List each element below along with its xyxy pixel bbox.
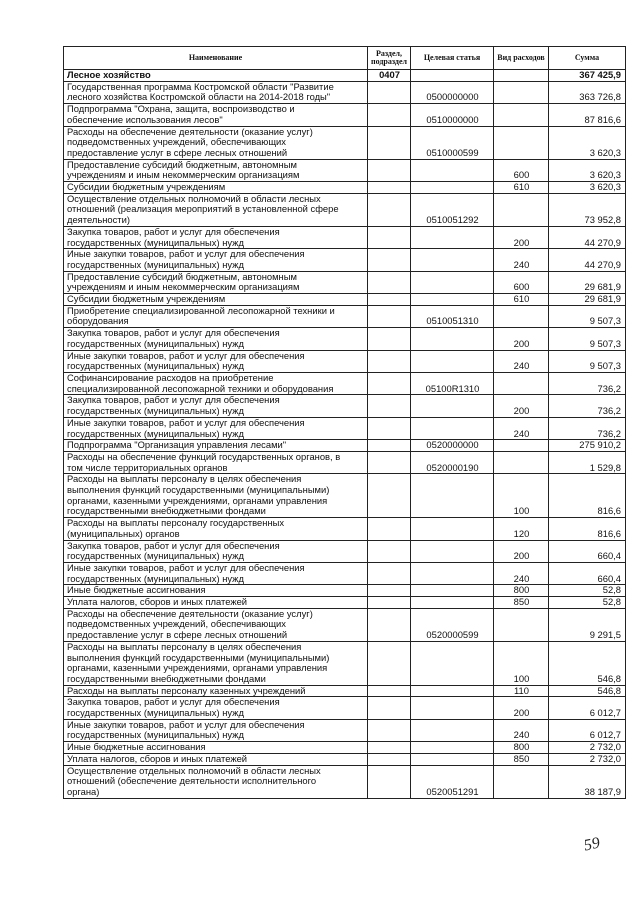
cell-target xyxy=(411,350,494,372)
cell-type: 100 xyxy=(494,474,549,518)
cell-name: Государственная программа Костромской области "Развитие лесного хозяйства Костромской области на 2014-2018 годы" xyxy=(64,81,368,103)
table-row xyxy=(64,753,626,765)
cell-section xyxy=(368,350,411,372)
cell-type: 850 xyxy=(494,597,549,609)
cell-target: 0510000599 xyxy=(411,126,494,159)
cell-section xyxy=(368,719,411,741)
table-row xyxy=(64,182,626,194)
cell-type xyxy=(494,305,549,327)
cell-section xyxy=(368,395,411,417)
cell-sum: 816,6 xyxy=(549,474,626,518)
cell-name: Закупка товаров, работ и услуг для обеспечения государственных (муниципальных) нужд xyxy=(64,328,368,350)
table-row xyxy=(64,193,626,226)
cell-sum: 736,2 xyxy=(549,395,626,417)
table-row xyxy=(64,350,626,372)
cell-sum: 44 270,9 xyxy=(549,249,626,271)
budget-table-sheet xyxy=(63,46,626,799)
cell-sum: 275 910,2 xyxy=(549,440,626,452)
cell-sum: 52,8 xyxy=(549,597,626,609)
cell-name: Уплата налогов, сборов и иных платежей xyxy=(64,753,368,765)
cell-type xyxy=(494,104,549,126)
cell-name: Осуществление отдельных полномочий в области лесных отношений (реализация мероприятий в установленной сфере деятельности) xyxy=(64,193,368,226)
cell-type: 240 xyxy=(494,562,549,584)
cell-name: Лесное хозяйство xyxy=(64,70,368,82)
cell-sum: 363 726,8 xyxy=(549,81,626,103)
cell-sum: 546,8 xyxy=(549,685,626,697)
cell-sum: 367 425,9 xyxy=(549,70,626,82)
cell-name: Расходы на обеспечение деятельности (оказание услуг) подведомственных учреждений, обеспечивающих предоставление услуг в сфере лесных отношений xyxy=(64,126,368,159)
cell-type: 200 xyxy=(494,697,549,719)
cell-target xyxy=(411,226,494,248)
cell-section xyxy=(368,305,411,327)
cell-target xyxy=(411,249,494,271)
cell-target: 0520000599 xyxy=(411,608,494,641)
cell-sum: 73 952,8 xyxy=(549,193,626,226)
cell-target xyxy=(411,753,494,765)
cell-section xyxy=(368,765,411,798)
cell-type: 200 xyxy=(494,226,549,248)
cell-section xyxy=(368,518,411,540)
cell-type: 240 xyxy=(494,249,549,271)
cell-type: 600 xyxy=(494,159,549,181)
cell-name: Иные закупки товаров, работ и услуг для обеспечения государственных (муниципальных) нужд xyxy=(64,350,368,372)
cell-name: Расходы на обеспечение функций государственных органов, в том числе территориальных органов xyxy=(64,451,368,473)
cell-target xyxy=(411,518,494,540)
table-row xyxy=(64,104,626,126)
table-header-row xyxy=(64,47,626,70)
cell-target xyxy=(411,271,494,293)
cell-type xyxy=(494,81,549,103)
cell-type: 600 xyxy=(494,271,549,293)
table-row xyxy=(64,328,626,350)
cell-type xyxy=(494,451,549,473)
cell-sum: 52,8 xyxy=(549,585,626,597)
cell-section xyxy=(368,226,411,248)
table-row xyxy=(64,597,626,609)
table-row xyxy=(64,294,626,306)
cell-section xyxy=(368,126,411,159)
cell-target: 0520000000 xyxy=(411,440,494,452)
cell-name: Иные закупки товаров, работ и услуг для обеспечения государственных (муниципальных) нужд xyxy=(64,562,368,584)
cell-name: Закупка товаров, работ и услуг для обеспечения государственных (муниципальных) нужд xyxy=(64,395,368,417)
cell-type: 200 xyxy=(494,540,549,562)
table-row xyxy=(64,474,626,518)
cell-name: Иные закупки товаров, работ и услуг для обеспечения государственных (муниципальных) нужд xyxy=(64,719,368,741)
cell-section xyxy=(368,608,411,641)
table-row xyxy=(64,742,626,754)
cell-name: Приобретение специализированной лесопожарной техники и оборудования xyxy=(64,305,368,327)
cell-type xyxy=(494,126,549,159)
table-row xyxy=(64,126,626,159)
table-row xyxy=(64,159,626,181)
cell-sum: 29 681,9 xyxy=(549,294,626,306)
cell-sum: 44 270,9 xyxy=(549,226,626,248)
cell-sum: 660,4 xyxy=(549,540,626,562)
cell-type: 240 xyxy=(494,719,549,741)
table-row xyxy=(64,540,626,562)
cell-type: 850 xyxy=(494,753,549,765)
cell-section xyxy=(368,697,411,719)
cell-target xyxy=(411,697,494,719)
cell-type: 240 xyxy=(494,350,549,372)
cell-sum: 3 620,3 xyxy=(549,182,626,194)
cell-target xyxy=(411,641,494,685)
cell-name: Предоставление субсидий бюджетным, автономным учреждениям и иным некоммерческим организациям xyxy=(64,159,368,181)
cell-section xyxy=(368,440,411,452)
table-row xyxy=(64,562,626,584)
cell-sum: 546,8 xyxy=(549,641,626,685)
table-row xyxy=(64,70,626,82)
cell-type: 800 xyxy=(494,585,549,597)
cell-type xyxy=(494,372,549,394)
cell-section xyxy=(368,328,411,350)
cell-name: Расходы на выплаты персоналу в целях обеспечения выполнения функций государственными (муниципальными) органами, казенными учреждениями, органами управления государственными внебюджетными фондами xyxy=(64,641,368,685)
table-row xyxy=(64,641,626,685)
cell-type xyxy=(494,765,549,798)
cell-target xyxy=(411,159,494,181)
table-row xyxy=(64,372,626,394)
budget-table xyxy=(63,46,626,799)
cell-section xyxy=(368,294,411,306)
cell-target xyxy=(411,182,494,194)
header-name: Наименование xyxy=(64,47,368,70)
cell-type xyxy=(494,608,549,641)
cell-sum: 3 620,3 xyxy=(549,159,626,181)
cell-target: 0520051291 xyxy=(411,765,494,798)
cell-target xyxy=(411,294,494,306)
table-row xyxy=(64,81,626,103)
cell-section xyxy=(368,562,411,584)
cell-section xyxy=(368,585,411,597)
cell-sum: 3 620,3 xyxy=(549,126,626,159)
cell-type: 240 xyxy=(494,417,549,439)
cell-sum: 660,4 xyxy=(549,562,626,584)
cell-sum: 736,2 xyxy=(549,372,626,394)
header-sum: Сумма xyxy=(549,47,626,70)
cell-name: Осуществление отдельных полномочий в области лесных отношений (обеспечение деятельности исполнительного органа) xyxy=(64,765,368,798)
table-row xyxy=(64,719,626,741)
cell-section xyxy=(368,81,411,103)
cell-type xyxy=(494,70,549,82)
table-row xyxy=(64,518,626,540)
table-row xyxy=(64,585,626,597)
table-row xyxy=(64,226,626,248)
table-row xyxy=(64,451,626,473)
cell-name: Уплата налогов, сборов и иных платежей xyxy=(64,597,368,609)
cell-target xyxy=(411,540,494,562)
cell-sum: 9 507,3 xyxy=(549,350,626,372)
cell-section xyxy=(368,641,411,685)
cell-section xyxy=(368,685,411,697)
cell-target xyxy=(411,685,494,697)
header-section: Раздел, подраздел xyxy=(368,47,411,70)
cell-name: Иные закупки товаров, работ и услуг для обеспечения государственных (муниципальных) нужд xyxy=(64,249,368,271)
cell-type xyxy=(494,193,549,226)
table-row xyxy=(64,697,626,719)
cell-type: 100 xyxy=(494,641,549,685)
cell-section xyxy=(368,182,411,194)
cell-type: 800 xyxy=(494,742,549,754)
cell-name: Субсидии бюджетным учреждениям xyxy=(64,182,368,194)
cell-target xyxy=(411,417,494,439)
cell-section xyxy=(368,753,411,765)
cell-section xyxy=(368,597,411,609)
cell-section: 0407 xyxy=(368,70,411,82)
cell-sum: 9 291,5 xyxy=(549,608,626,641)
cell-target: 0500000000 xyxy=(411,81,494,103)
cell-section xyxy=(368,474,411,518)
cell-name: Софинансирование расходов на приобретение специализированной лесопожарной техники и оборудования xyxy=(64,372,368,394)
cell-section xyxy=(368,271,411,293)
cell-target xyxy=(411,70,494,82)
table-row xyxy=(64,249,626,271)
cell-name: Расходы на обеспечение деятельности (оказание услуг) подведомственных учреждений, обеспечивающих предоставление услуг в сфере лесных отношений xyxy=(64,608,368,641)
cell-section xyxy=(368,372,411,394)
cell-sum: 1 529,8 xyxy=(549,451,626,473)
page-number: 59 xyxy=(582,834,602,855)
cell-target xyxy=(411,719,494,741)
cell-name: Закупка товаров, работ и услуг для обеспечения государственных (муниципальных) нужд xyxy=(64,226,368,248)
cell-target xyxy=(411,474,494,518)
cell-name: Подпрограмма "Охрана, защита, воспроизводство и обеспечение использования лесов" xyxy=(64,104,368,126)
cell-name: Субсидии бюджетным учреждениям xyxy=(64,294,368,306)
cell-type: 200 xyxy=(494,395,549,417)
cell-name: Расходы на выплаты персоналу в целях обеспечения выполнения функций государственными (муниципальными) органами, казенными учреждениями, органами управления государственными внебюджетными фондами xyxy=(64,474,368,518)
table-row xyxy=(64,305,626,327)
cell-sum: 2 732,0 xyxy=(549,742,626,754)
table-row xyxy=(64,440,626,452)
table-row xyxy=(64,685,626,697)
cell-name: Закупка товаров, работ и услуг для обеспечения государственных (муниципальных) нужд xyxy=(64,697,368,719)
cell-sum: 9 507,3 xyxy=(549,328,626,350)
cell-type: 110 xyxy=(494,685,549,697)
cell-sum: 29 681,9 xyxy=(549,271,626,293)
cell-section xyxy=(368,451,411,473)
cell-sum: 816,6 xyxy=(549,518,626,540)
cell-name: Закупка товаров, работ и услуг для обеспечения государственных (муниципальных) нужд xyxy=(64,540,368,562)
cell-sum: 38 187,9 xyxy=(549,765,626,798)
cell-sum: 87 816,6 xyxy=(549,104,626,126)
cell-name: Иные бюджетные ассигнования xyxy=(64,585,368,597)
cell-target xyxy=(411,562,494,584)
cell-section xyxy=(368,417,411,439)
cell-target xyxy=(411,328,494,350)
cell-type: 120 xyxy=(494,518,549,540)
cell-type: 610 xyxy=(494,294,549,306)
cell-name: Расходы на выплаты персоналу казенных учреждений xyxy=(64,685,368,697)
cell-sum: 2 732,0 xyxy=(549,753,626,765)
cell-type xyxy=(494,440,549,452)
cell-section xyxy=(368,159,411,181)
cell-section xyxy=(368,540,411,562)
cell-target: 0510051292 xyxy=(411,193,494,226)
header-target: Целевая статья xyxy=(411,47,494,70)
cell-section xyxy=(368,249,411,271)
cell-target: 0510051310 xyxy=(411,305,494,327)
table-row xyxy=(64,271,626,293)
cell-name: Расходы на выплаты персоналу государственных (муниципальных) органов xyxy=(64,518,368,540)
cell-target xyxy=(411,597,494,609)
cell-sum: 6 012,7 xyxy=(549,719,626,741)
cell-sum: 736,2 xyxy=(549,417,626,439)
cell-name: Иные бюджетные ассигнования xyxy=(64,742,368,754)
cell-section xyxy=(368,104,411,126)
cell-sum: 9 507,3 xyxy=(549,305,626,327)
cell-section xyxy=(368,193,411,226)
cell-target xyxy=(411,585,494,597)
cell-name: Предоставление субсидий бюджетным, автономным учреждениям и иным некоммерческим организациям xyxy=(64,271,368,293)
cell-target xyxy=(411,395,494,417)
cell-sum: 6 012,7 xyxy=(549,697,626,719)
cell-target: 0510000000 xyxy=(411,104,494,126)
cell-type: 200 xyxy=(494,328,549,350)
cell-name: Иные закупки товаров, работ и услуг для обеспечения государственных (муниципальных) нужд xyxy=(64,417,368,439)
cell-name: Подпрограмма "Организация управления лесами" xyxy=(64,440,368,452)
header-type: Вид расходов xyxy=(494,47,549,70)
table-row xyxy=(64,417,626,439)
table-body xyxy=(64,70,626,799)
cell-section xyxy=(368,742,411,754)
cell-target xyxy=(411,742,494,754)
table-row xyxy=(64,608,626,641)
cell-target: 0520000190 xyxy=(411,451,494,473)
cell-type: 610 xyxy=(494,182,549,194)
table-row xyxy=(64,395,626,417)
table-row xyxy=(64,765,626,798)
cell-target: 05100R1310 xyxy=(411,372,494,394)
